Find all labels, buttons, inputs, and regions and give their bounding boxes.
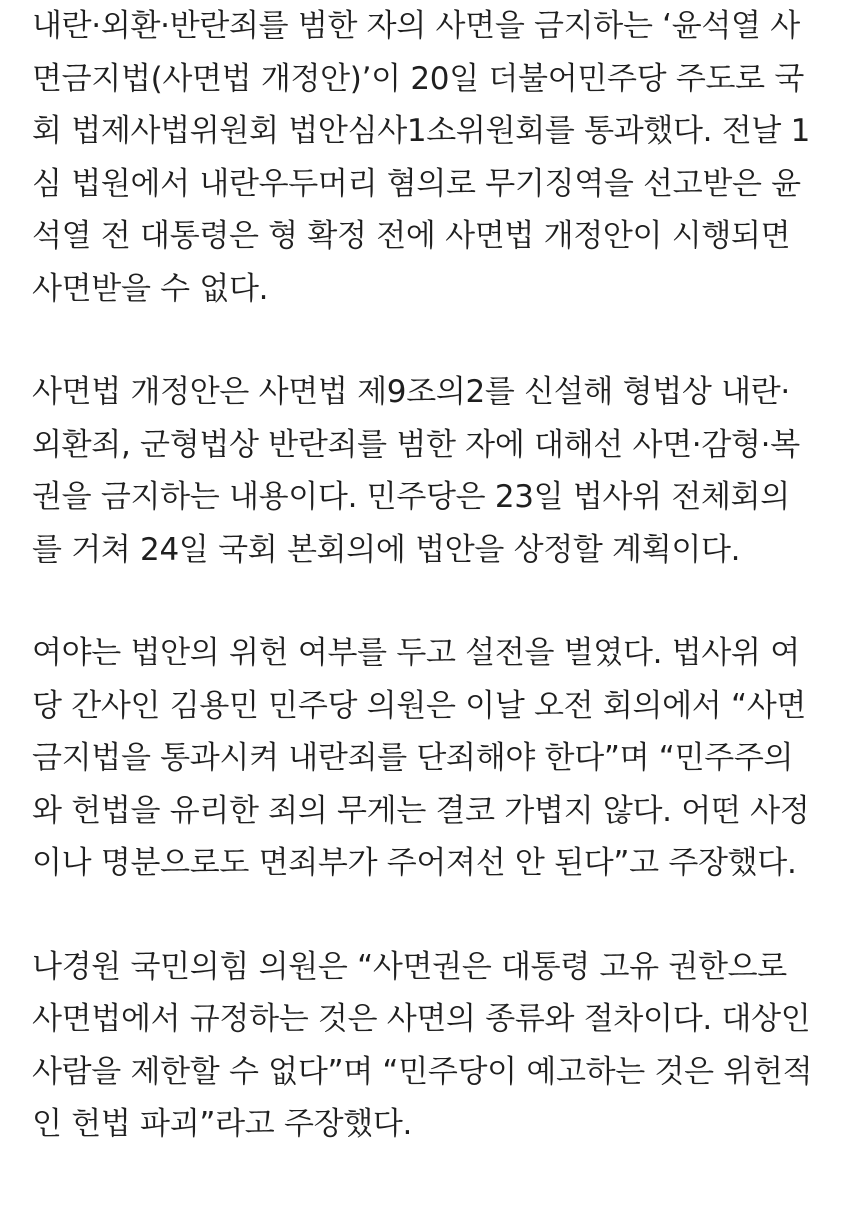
text-line: 를 거쳐 24일 국회 본회의에 법안을 상정할 계획이다. [32, 531, 741, 568]
text-line: 심 법원에서 내란우두머리 혐의로 무기징역을 선고받은 윤 [32, 165, 801, 202]
text-line: 사면법 개정안은 사면법 제9조의2를 신설해 형법상 내란· [32, 374, 790, 410]
paragraph-3 [32, 627, 850, 890]
paragraph-1 [32, 0, 850, 315]
text-line: 나경원 국민의힘 의원은 “사면권은 대통령 고유 권한으로 [32, 948, 787, 985]
text-line: 금지법을 통과시켜 내란죄를 단죄해야 한다”며 “민주주의 [32, 740, 794, 776]
text-line: 당 간사인 김용민 민주당 의원은 이날 오전 회의에서 “사면 [32, 687, 807, 724]
text-line: 사면법에서 규정하는 것은 사면의 종류와 절차이다. 대상인 [32, 1001, 811, 1037]
text-line: 내란·외환·반란죄를 범한 자의 사면을 금지하는 ‘윤석열 사 [32, 8, 800, 44]
text-line: 면금지법(사면법 개정안)’이 20일 더불어민주당 주도로 국 [32, 60, 804, 97]
paragraph-4 [32, 941, 850, 1151]
text-line: 인 헌법 파괴”라고 주장했다. [32, 1106, 413, 1142]
paragraph-2 [32, 366, 850, 576]
text-line: 사람을 제한할 수 없다”며 “민주당이 예고하는 것은 위헌적 [32, 1053, 813, 1090]
text-line: 이나 명분으로도 면죄부가 주어져선 안 된다”고 주장했다. [32, 845, 797, 881]
text-line: 석열 전 대통령은 형 확정 전에 사면법 개정안이 시행되면 [32, 218, 791, 254]
text-line: 여야는 법안의 위헌 여부를 두고 설전을 벌였다. 법사위 여 [32, 635, 800, 671]
text-line: 외환죄, 군형법상 반란죄를 범한 자에 대해선 사면·감형·복 [32, 426, 800, 463]
text-line: 권을 금지하는 내용이다. 민주당은 23일 법사위 전체회의 [32, 479, 790, 515]
text-line: 와 헌법을 유리한 죄의 무게는 결코 가볍지 않다. 어떤 사정 [32, 792, 810, 829]
text-line: 회 법제사법위원회 법안심사1소위원회를 통과했다. 전날 1 [32, 113, 811, 149]
text-line: 사면받을 수 없다. [32, 270, 269, 307]
